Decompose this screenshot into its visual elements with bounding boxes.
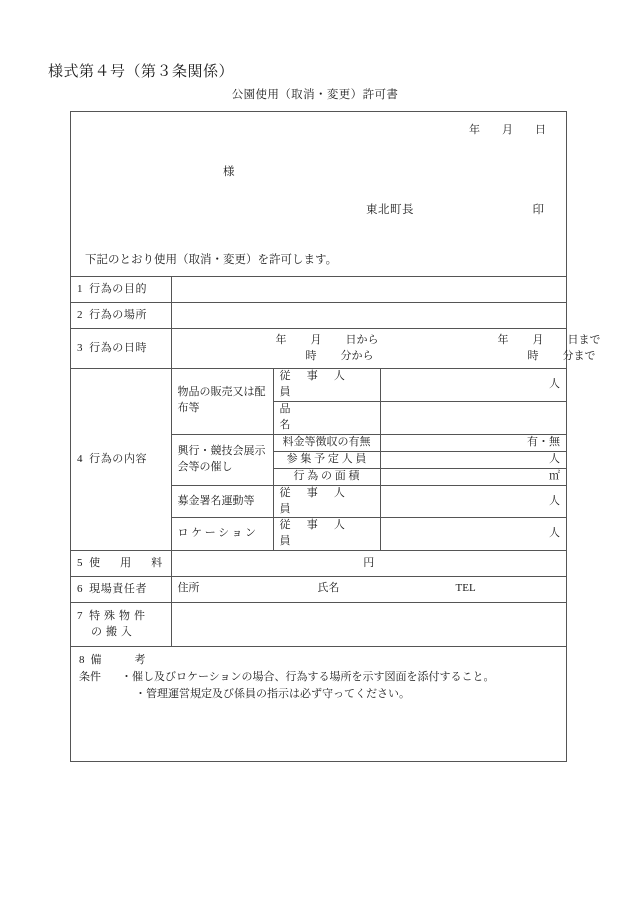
from-day-label: 日から [345, 333, 379, 346]
content-group-event: 興行・競技会展示会等の催し [171, 434, 273, 485]
content-item-value-staff-count-fundraising[interactable] [380, 485, 566, 518]
from-hour-label: 時 [305, 349, 317, 362]
table-row [71, 647, 566, 738]
content-item-label-area: 行 為 の 面 積 [273, 468, 380, 485]
table-row [71, 277, 566, 303]
content-item-value-area[interactable] [380, 468, 566, 485]
row-label-text: 行為の日時 [89, 341, 148, 354]
row-label-line2: の 搬 入 [91, 625, 133, 638]
form-frame [70, 111, 601, 762]
row-label-text: 使 用 料 [89, 556, 167, 569]
row-number: 2 [77, 308, 84, 321]
content-item-value-expected-attendance[interactable] [380, 451, 566, 468]
issue-date-line [469, 121, 546, 137]
row-number: 8 [79, 654, 85, 667]
row-label-supervisor [71, 577, 171, 603]
issuer-name: 東北町長 [366, 204, 414, 216]
datetime-from-time [306, 349, 374, 365]
condition-text-2: ・管理運営規定及び係員の指示は必ず守ってください。 [135, 688, 410, 701]
supervisor-address-label: 住所 [177, 582, 200, 595]
document-title: 公園使用（取消・変更）許可書 [231, 89, 399, 101]
form-header-block [71, 112, 566, 276]
supervisor-input-cell[interactable] [171, 577, 566, 603]
place-input-cell[interactable] [171, 303, 566, 329]
row-label-place [71, 303, 171, 329]
to-day-label: 日まで [567, 333, 601, 346]
unit-person: 人 [549, 494, 561, 507]
content-item-value-fee-collection[interactable] [380, 434, 566, 451]
supervisor-name-label: 氏名 [317, 582, 340, 595]
conditions-label: 条件 [79, 671, 101, 684]
from-year-label: 年 [275, 333, 287, 346]
row-label-fee [71, 551, 171, 577]
content-item-value-staff-count-location[interactable] [380, 518, 566, 551]
date-month-label: 月 [502, 124, 513, 136]
row-number: 4 [77, 452, 84, 465]
content-item-label-staff-count: 従 事 人 員 [273, 369, 380, 402]
supervisor-tel-label: TEL [455, 582, 476, 595]
content-item-value-staff-count[interactable] [380, 369, 566, 402]
addressee-honorific: 様 [223, 166, 235, 178]
notes-label: 備 考 [90, 654, 146, 667]
date-day-label: 日 [535, 124, 546, 136]
notes-block [71, 647, 566, 737]
table-row [71, 303, 566, 329]
table-row [71, 577, 566, 603]
row-label-datetime [71, 329, 171, 369]
unit-person: 人 [549, 452, 561, 465]
row-label-purpose [71, 277, 171, 303]
form-grid-table [71, 276, 601, 737]
notes-condition-row-1 [79, 669, 566, 686]
permission-statement: 下記のとおり使用（取消・変更）を許可します。 [85, 254, 338, 266]
row-number: 6 [77, 582, 84, 595]
from-minute-label: 分から [340, 349, 374, 362]
row-label-content [71, 369, 171, 551]
table-row [71, 329, 566, 369]
unit-square-meter: ㎡ [549, 469, 561, 482]
fee-input-cell[interactable] [171, 551, 566, 577]
content-item-label-item-name: 品 名 [273, 401, 380, 434]
unit-person: 人 [549, 527, 561, 540]
unit-yes-no: 有・無 [527, 435, 561, 448]
datetime-from-date [276, 333, 379, 349]
row-number: 3 [77, 341, 84, 354]
content-item-label-staff-count-fundraising: 従 事 人 員 [273, 485, 380, 518]
supervisor-fields [178, 581, 561, 598]
row-number: 1 [77, 282, 84, 295]
purpose-input-cell[interactable] [171, 277, 566, 303]
row-label-line1: 特 殊 物 件 [89, 609, 146, 622]
datetime-input-cell[interactable] [171, 329, 601, 369]
notes-condition-row-2 [79, 686, 566, 703]
condition-text-1: ・催し及びロケーションの場合、行為する場所を示す図面を添付すること。 [121, 671, 495, 684]
content-item-label-fee-collection: 料金等徴収の有無 [273, 434, 380, 451]
notes-cell [71, 647, 566, 738]
datetime-to-time [528, 349, 596, 365]
datetime-fields [178, 331, 601, 367]
to-month-label: 月 [532, 333, 544, 346]
row-number: 7 [77, 609, 84, 622]
table-row [71, 369, 566, 402]
table-row [71, 603, 566, 647]
notes-title [79, 652, 566, 669]
currency-yen-label: 円 [363, 556, 375, 569]
row-label-special-items [71, 603, 171, 647]
content-group-fundraising: 募金署名運動等 [171, 485, 273, 518]
date-year-label: 年 [469, 124, 480, 136]
content-group-goods-sale: 物品の販売又は配布等 [171, 369, 273, 435]
unit-person: 人 [549, 377, 561, 390]
table-row [71, 551, 566, 577]
form-number-heading: 様式第４号（第３条関係） [48, 64, 235, 80]
row-label-text: 現場責任者 [89, 582, 148, 595]
content-item-label-staff-count-location: 従 事 人 員 [273, 518, 380, 551]
to-year-label: 年 [497, 333, 509, 346]
from-month-label: 月 [310, 333, 322, 346]
row-label-text: 行為の場所 [89, 308, 148, 321]
to-minute-label: 分まで [562, 349, 596, 362]
row-number: 5 [77, 556, 84, 569]
special-items-input-cell[interactable] [171, 603, 566, 647]
row-label-text: 行為の目的 [89, 282, 148, 295]
to-hour-label: 時 [527, 349, 539, 362]
content-item-label-expected-attendance: 参 集 予 定 人 員 [273, 451, 380, 468]
row-label-text: 行為の内容 [89, 452, 148, 465]
seal-mark: 印 [532, 204, 544, 216]
content-group-location-shoot: ロケーション [171, 518, 273, 551]
datetime-to-date [498, 333, 601, 349]
content-item-value-item-name[interactable] [380, 401, 566, 434]
